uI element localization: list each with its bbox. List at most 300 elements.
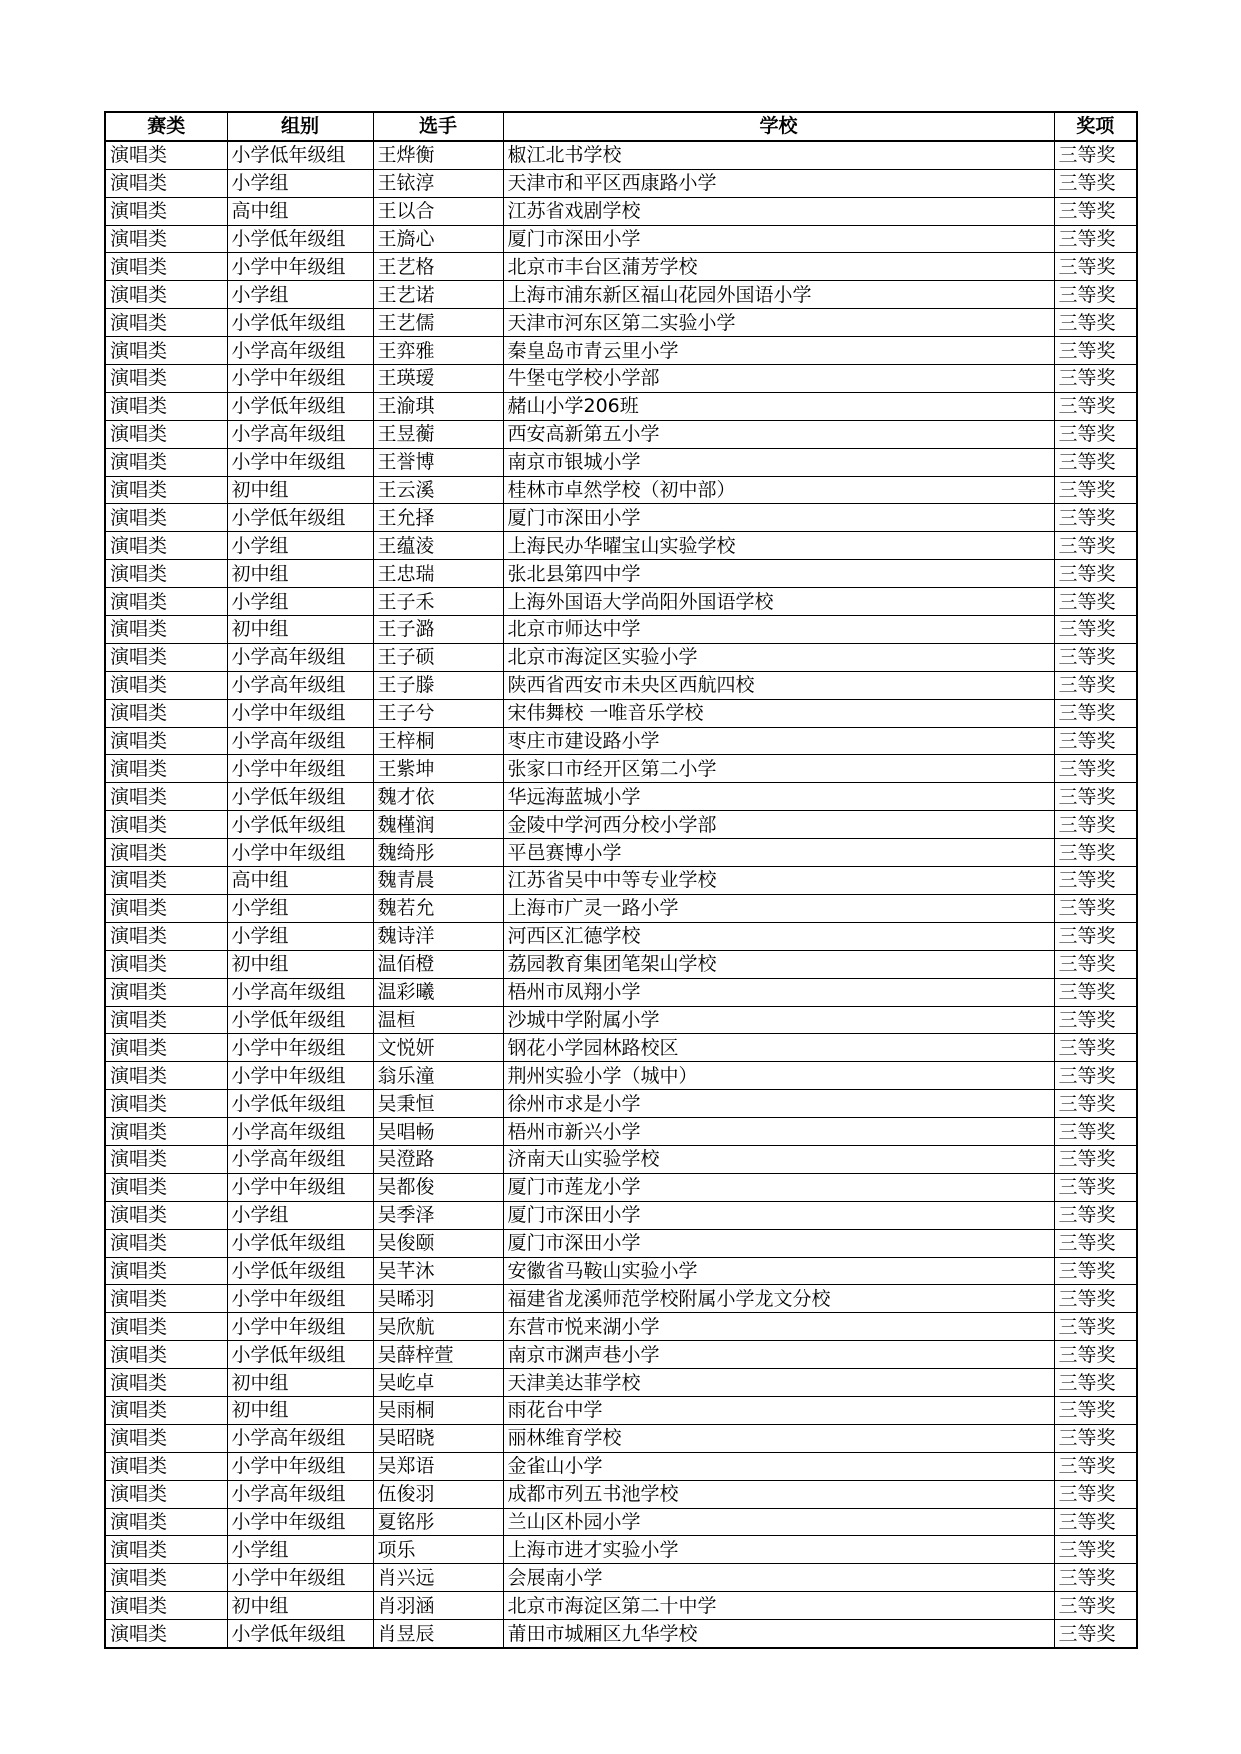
cell-category: 演唱类: [105, 1090, 227, 1118]
cell-school: 梧州市新兴小学: [503, 1118, 1054, 1146]
cell-contestant: 王子潞: [373, 616, 503, 644]
cell-group: 小学组: [227, 894, 373, 922]
cell-award: 三等奖: [1054, 1118, 1137, 1146]
table-row: [105, 504, 1137, 532]
table-row: [105, 783, 1137, 811]
cell-award: 三等奖: [1054, 811, 1137, 839]
cell-category: 演唱类: [105, 1592, 227, 1620]
cell-group: 小学高年级组: [227, 1480, 373, 1508]
cell-school: 江苏省吴中中等专业学校: [503, 867, 1054, 895]
cell-group: 初中组: [227, 1592, 373, 1620]
cell-school: 北京市师达中学: [503, 616, 1054, 644]
cell-contestant: 吴澄路: [373, 1145, 503, 1173]
cell-school: 枣庄市建设路小学: [503, 727, 1054, 755]
cell-school: 济南天山实验学校: [503, 1145, 1054, 1173]
cell-school: 天津美达菲学校: [503, 1369, 1054, 1397]
cell-category: 演唱类: [105, 894, 227, 922]
cell-contestant: 温桓: [373, 1006, 503, 1034]
cell-group: 小学组: [227, 1201, 373, 1229]
cell-category: 演唱类: [105, 281, 227, 309]
table-row: [105, 1313, 1137, 1341]
cell-school: 沙城中学附属小学: [503, 1006, 1054, 1034]
cell-category: 演唱类: [105, 867, 227, 895]
table-row: [105, 1620, 1137, 1648]
cell-contestant: 王誉博: [373, 448, 503, 476]
cell-category: 演唱类: [105, 1536, 227, 1564]
table-row: [105, 169, 1137, 197]
cell-school: 厦门市深田小学: [503, 1201, 1054, 1229]
cell-contestant: 王烨衡: [373, 141, 503, 169]
cell-contestant: 魏槿润: [373, 811, 503, 839]
cell-category: 演唱类: [105, 253, 227, 281]
table-row: [105, 978, 1137, 1006]
cell-award: 三等奖: [1054, 1090, 1137, 1118]
cell-award: 三等奖: [1054, 253, 1137, 281]
cell-category: 演唱类: [105, 1229, 227, 1257]
cell-award: 三等奖: [1054, 1313, 1137, 1341]
cell-contestant: 魏诗洋: [373, 922, 503, 950]
cell-category: 演唱类: [105, 420, 227, 448]
header-award: 奖项: [1054, 112, 1137, 141]
cell-contestant: 王子兮: [373, 699, 503, 727]
cell-contestant: 王子滕: [373, 671, 503, 699]
cell-group: 小学高年级组: [227, 420, 373, 448]
cell-contestant: 魏绮彤: [373, 839, 503, 867]
cell-contestant: 吴雨桐: [373, 1396, 503, 1424]
cell-group: 小学中年级组: [227, 448, 373, 476]
cell-award: 三等奖: [1054, 1620, 1137, 1648]
cell-category: 演唱类: [105, 727, 227, 755]
cell-award: 三等奖: [1054, 1452, 1137, 1480]
cell-contestant: 吴季泽: [373, 1201, 503, 1229]
cell-contestant: 王以合: [373, 197, 503, 225]
cell-group: 小学高年级组: [227, 671, 373, 699]
cell-award: 三等奖: [1054, 1173, 1137, 1201]
cell-school: 上海民办华曜宝山实验学校: [503, 532, 1054, 560]
cell-award: 三等奖: [1054, 560, 1137, 588]
cell-award: 三等奖: [1054, 783, 1137, 811]
cell-award: 三等奖: [1054, 978, 1137, 1006]
cell-award: 三等奖: [1054, 1229, 1137, 1257]
cell-award: 三等奖: [1054, 504, 1137, 532]
cell-school: 赭山小学206班: [503, 392, 1054, 420]
table-row: [105, 922, 1137, 950]
cell-contestant: 文悦妍: [373, 1034, 503, 1062]
cell-group: 小学中年级组: [227, 1564, 373, 1592]
cell-school: 张家口市经开区第二小学: [503, 755, 1054, 783]
cell-category: 演唱类: [105, 950, 227, 978]
cell-award: 三等奖: [1054, 1341, 1137, 1369]
table-row: [105, 643, 1137, 671]
table-row: [105, 1564, 1137, 1592]
cell-award: 三等奖: [1054, 1257, 1137, 1285]
cell-contestant: 肖羽涵: [373, 1592, 503, 1620]
cell-school: 厦门市深田小学: [503, 225, 1054, 253]
table-row: [105, 1118, 1137, 1146]
cell-school: 丽林维育学校: [503, 1424, 1054, 1452]
cell-contestant: 吴欣航: [373, 1313, 503, 1341]
cell-award: 三等奖: [1054, 1424, 1137, 1452]
cell-award: 三等奖: [1054, 337, 1137, 365]
cell-award: 三等奖: [1054, 588, 1137, 616]
cell-category: 演唱类: [105, 783, 227, 811]
cell-group: 小学低年级组: [227, 309, 373, 337]
table-row: [105, 1480, 1137, 1508]
table-row: [105, 253, 1137, 281]
cell-category: 演唱类: [105, 365, 227, 393]
cell-group: 小学高年级组: [227, 978, 373, 1006]
cell-award: 三等奖: [1054, 476, 1137, 504]
cell-school: 兰山区朴园小学: [503, 1508, 1054, 1536]
cell-group: 初中组: [227, 1396, 373, 1424]
cell-award: 三等奖: [1054, 225, 1137, 253]
cell-group: 小学中年级组: [227, 1034, 373, 1062]
cell-award: 三等奖: [1054, 532, 1137, 560]
table-row: [105, 1145, 1137, 1173]
cell-group: 小学低年级组: [227, 811, 373, 839]
cell-contestant: 夏铭彤: [373, 1508, 503, 1536]
cell-group: 小学组: [227, 922, 373, 950]
cell-category: 演唱类: [105, 448, 227, 476]
cell-group: 小学中年级组: [227, 699, 373, 727]
cell-award: 三等奖: [1054, 1145, 1137, 1173]
cell-contestant: 王忠瑞: [373, 560, 503, 588]
cell-school: 天津市河东区第二实验小学: [503, 309, 1054, 337]
cell-award: 三等奖: [1054, 1369, 1137, 1397]
cell-group: 小学高年级组: [227, 727, 373, 755]
cell-contestant: 魏才依: [373, 783, 503, 811]
cell-school: 陕西省西安市未央区西航四校: [503, 671, 1054, 699]
cell-category: 演唱类: [105, 1508, 227, 1536]
table-row: [105, 309, 1137, 337]
table-row: [105, 392, 1137, 420]
cell-category: 演唱类: [105, 1424, 227, 1452]
cell-school: 江苏省戏剧学校: [503, 197, 1054, 225]
cell-group: 小学中年级组: [227, 365, 373, 393]
cell-contestant: 魏青晨: [373, 867, 503, 895]
cell-group: 小学低年级组: [227, 1257, 373, 1285]
award-table: [104, 111, 1138, 1649]
table-row: [105, 141, 1137, 169]
cell-group: 初中组: [227, 1369, 373, 1397]
cell-category: 演唱类: [105, 1396, 227, 1424]
cell-contestant: 吴都俊: [373, 1173, 503, 1201]
cell-group: 初中组: [227, 476, 373, 504]
header-category: 赛类: [105, 112, 227, 141]
table-row: [105, 839, 1137, 867]
cell-category: 演唱类: [105, 141, 227, 169]
cell-category: 演唱类: [105, 811, 227, 839]
cell-contestant: 王艺儒: [373, 309, 503, 337]
cell-group: 小学中年级组: [227, 1173, 373, 1201]
cell-school: 天津市和平区西康路小学: [503, 169, 1054, 197]
cell-school: 宋伟舞校 一唯音乐学校: [503, 699, 1054, 727]
cell-group: 小学高年级组: [227, 1118, 373, 1146]
cell-category: 演唱类: [105, 560, 227, 588]
cell-award: 三等奖: [1054, 894, 1137, 922]
cell-school: 河西区汇德学校: [503, 922, 1054, 950]
cell-award: 三等奖: [1054, 922, 1137, 950]
cell-contestant: 王弈雅: [373, 337, 503, 365]
table-row: [105, 365, 1137, 393]
cell-category: 演唱类: [105, 1452, 227, 1480]
cell-contestant: 吴薛梓萱: [373, 1341, 503, 1369]
cell-award: 三等奖: [1054, 643, 1137, 671]
cell-category: 演唱类: [105, 1285, 227, 1313]
cell-award: 三等奖: [1054, 616, 1137, 644]
cell-school: 福建省龙溪师范学校附属小学龙文分校: [503, 1285, 1054, 1313]
cell-group: 小学低年级组: [227, 783, 373, 811]
table-row: [105, 616, 1137, 644]
cell-group: 小学中年级组: [227, 839, 373, 867]
cell-school: 安徽省马鞍山实验小学: [503, 1257, 1054, 1285]
cell-award: 三等奖: [1054, 867, 1137, 895]
table-row: [105, 867, 1137, 895]
cell-category: 演唱类: [105, 1062, 227, 1090]
cell-award: 三等奖: [1054, 281, 1137, 309]
table-row: [105, 420, 1137, 448]
cell-school: 北京市丰台区蒲芳学校: [503, 253, 1054, 281]
cell-school: 东营市悦来湖小学: [503, 1313, 1054, 1341]
cell-school: 厦门市深田小学: [503, 1229, 1054, 1257]
cell-group: 初中组: [227, 950, 373, 978]
cell-school: 成都市列五书池学校: [503, 1480, 1054, 1508]
cell-group: 小学高年级组: [227, 1145, 373, 1173]
cell-group: 小学低年级组: [227, 141, 373, 169]
cell-award: 三等奖: [1054, 1006, 1137, 1034]
table-row: [105, 1090, 1137, 1118]
cell-school: 北京市海淀区第二十中学: [503, 1592, 1054, 1620]
cell-group: 初中组: [227, 560, 373, 588]
cell-group: 小学低年级组: [227, 1341, 373, 1369]
table-row: [105, 1062, 1137, 1090]
cell-award: 三等奖: [1054, 392, 1137, 420]
cell-category: 演唱类: [105, 1201, 227, 1229]
header-row: [105, 112, 1137, 141]
cell-contestant: 温彩曦: [373, 978, 503, 1006]
cell-category: 演唱类: [105, 225, 227, 253]
cell-category: 演唱类: [105, 1369, 227, 1397]
cell-group: 小学中年级组: [227, 755, 373, 783]
cell-contestant: 吴昭晓: [373, 1424, 503, 1452]
table-row: [105, 1536, 1137, 1564]
cell-group: 小学低年级组: [227, 392, 373, 420]
table-row: [105, 1006, 1137, 1034]
cell-category: 演唱类: [105, 978, 227, 1006]
table-row: [105, 476, 1137, 504]
table-row: [105, 1201, 1137, 1229]
cell-school: 上海外国语大学尚阳外国语学校: [503, 588, 1054, 616]
cell-contestant: 王梓桐: [373, 727, 503, 755]
cell-category: 演唱类: [105, 1620, 227, 1648]
cell-award: 三等奖: [1054, 197, 1137, 225]
cell-school: 华远海蓝城小学: [503, 783, 1054, 811]
cell-school: 梧州市凤翔小学: [503, 978, 1054, 1006]
cell-group: 小学中年级组: [227, 1313, 373, 1341]
cell-group: 小学低年级组: [227, 1006, 373, 1034]
table-row: [105, 894, 1137, 922]
table-row: [105, 1452, 1137, 1480]
table-row: [105, 1396, 1137, 1424]
cell-school: 荔园教育集团笔架山学校: [503, 950, 1054, 978]
table-row: [105, 671, 1137, 699]
cell-category: 演唱类: [105, 1006, 227, 1034]
cell-category: 演唱类: [105, 532, 227, 560]
cell-category: 演唱类: [105, 1480, 227, 1508]
cell-award: 三等奖: [1054, 1201, 1137, 1229]
cell-group: 小学中年级组: [227, 1062, 373, 1090]
cell-award: 三等奖: [1054, 1480, 1137, 1508]
cell-category: 演唱类: [105, 588, 227, 616]
table-row: [105, 1034, 1137, 1062]
cell-category: 演唱类: [105, 1341, 227, 1369]
cell-contestant: 吴芊沐: [373, 1257, 503, 1285]
cell-group: 小学低年级组: [227, 504, 373, 532]
table-row: [105, 532, 1137, 560]
cell-award: 三等奖: [1054, 1062, 1137, 1090]
cell-contestant: 吴秉恒: [373, 1090, 503, 1118]
cell-group: 小学低年级组: [227, 1229, 373, 1257]
table-row: [105, 337, 1137, 365]
cell-contestant: 王允择: [373, 504, 503, 532]
cell-group: 小学中年级组: [227, 1508, 373, 1536]
cell-group: 高中组: [227, 867, 373, 895]
cell-award: 三等奖: [1054, 950, 1137, 978]
cell-category: 演唱类: [105, 755, 227, 783]
cell-contestant: 吴晞羽: [373, 1285, 503, 1313]
cell-category: 演唱类: [105, 476, 227, 504]
cell-group: 小学组: [227, 169, 373, 197]
cell-school: 秦皇岛市青云里小学: [503, 337, 1054, 365]
cell-award: 三等奖: [1054, 1564, 1137, 1592]
cell-school: 张北县第四中学: [503, 560, 1054, 588]
cell-category: 演唱类: [105, 309, 227, 337]
cell-school: 牛堡屯学校小学部: [503, 365, 1054, 393]
table-row: [105, 1508, 1137, 1536]
cell-contestant: 王云溪: [373, 476, 503, 504]
cell-contestant: 王子硕: [373, 643, 503, 671]
table-row: [105, 588, 1137, 616]
cell-school: 金陵中学河西分校小学部: [503, 811, 1054, 839]
table-row: [105, 1285, 1137, 1313]
cell-school: 雨花台中学: [503, 1396, 1054, 1424]
cell-award: 三等奖: [1054, 420, 1137, 448]
cell-school: 北京市海淀区实验小学: [503, 643, 1054, 671]
cell-contestant: 吴俊颐: [373, 1229, 503, 1257]
cell-category: 演唱类: [105, 197, 227, 225]
cell-contestant: 翁乐潼: [373, 1062, 503, 1090]
cell-school: 上海市广灵一路小学: [503, 894, 1054, 922]
cell-contestant: 王渝琪: [373, 392, 503, 420]
cell-school: 厦门市深田小学: [503, 504, 1054, 532]
table-row: [105, 1229, 1137, 1257]
table-row: [105, 1173, 1137, 1201]
cell-school: 西安高新第五小学: [503, 420, 1054, 448]
cell-school: 上海市浦东新区福山花园外国语小学: [503, 281, 1054, 309]
cell-category: 演唱类: [105, 839, 227, 867]
cell-school: 南京市银城小学: [503, 448, 1054, 476]
cell-group: 小学组: [227, 588, 373, 616]
table-row: [105, 225, 1137, 253]
cell-group: 小学高年级组: [227, 1424, 373, 1452]
cell-contestant: 王旖心: [373, 225, 503, 253]
cell-award: 三等奖: [1054, 1592, 1137, 1620]
cell-award: 三等奖: [1054, 1508, 1137, 1536]
cell-category: 演唱类: [105, 504, 227, 532]
table-row: [105, 950, 1137, 978]
cell-contestant: 伍俊羽: [373, 1480, 503, 1508]
table-row: [105, 560, 1137, 588]
cell-contestant: 肖昱辰: [373, 1620, 503, 1648]
cell-contestant: 项乐: [373, 1536, 503, 1564]
cell-school: 桂林市卓然学校（初中部）: [503, 476, 1054, 504]
cell-school: 平邑赛博小学: [503, 839, 1054, 867]
cell-group: 小学高年级组: [227, 643, 373, 671]
cell-group: 小学中年级组: [227, 253, 373, 281]
cell-award: 三等奖: [1054, 169, 1137, 197]
cell-group: 高中组: [227, 197, 373, 225]
cell-group: 小学中年级组: [227, 1452, 373, 1480]
cell-group: 小学低年级组: [227, 1620, 373, 1648]
cell-contestant: 王艺格: [373, 253, 503, 281]
table-row: [105, 811, 1137, 839]
header-group: 组别: [227, 112, 373, 141]
cell-contestant: 魏若允: [373, 894, 503, 922]
cell-group: 小学低年级组: [227, 225, 373, 253]
cell-school: 荆州实验小学（城中）: [503, 1062, 1054, 1090]
cell-school: 莆田市城厢区九华学校: [503, 1620, 1054, 1648]
header-school: 学校: [503, 112, 1054, 141]
cell-school: 钢花小学园林路校区: [503, 1034, 1054, 1062]
table-row: [105, 197, 1137, 225]
cell-category: 演唱类: [105, 1313, 227, 1341]
table-row: [105, 727, 1137, 755]
cell-group: 初中组: [227, 616, 373, 644]
cell-category: 演唱类: [105, 699, 227, 727]
table-row: [105, 699, 1137, 727]
cell-contestant: 吴郑语: [373, 1452, 503, 1480]
cell-award: 三等奖: [1054, 755, 1137, 783]
cell-category: 演唱类: [105, 1564, 227, 1592]
cell-group: 小学高年级组: [227, 337, 373, 365]
cell-school: 会展南小学: [503, 1564, 1054, 1592]
cell-group: 小学组: [227, 532, 373, 560]
cell-category: 演唱类: [105, 643, 227, 671]
cell-category: 演唱类: [105, 671, 227, 699]
cell-category: 演唱类: [105, 392, 227, 420]
cell-school: 南京市渊声巷小学: [503, 1341, 1054, 1369]
cell-category: 演唱类: [105, 922, 227, 950]
cell-school: 徐州市求是小学: [503, 1090, 1054, 1118]
cell-award: 三等奖: [1054, 671, 1137, 699]
cell-contestant: 王艺诺: [373, 281, 503, 309]
cell-category: 演唱类: [105, 616, 227, 644]
table-row: [105, 281, 1137, 309]
table-row: [105, 1592, 1137, 1620]
table-row: [105, 1257, 1137, 1285]
cell-award: 三等奖: [1054, 365, 1137, 393]
cell-contestant: 吴屹卓: [373, 1369, 503, 1397]
table-row: [105, 1424, 1137, 1452]
cell-category: 演唱类: [105, 1034, 227, 1062]
cell-contestant: 王紫坤: [373, 755, 503, 783]
cell-award: 三等奖: [1054, 727, 1137, 755]
cell-award: 三等奖: [1054, 141, 1137, 169]
cell-school: 椒江北书学校: [503, 141, 1054, 169]
cell-school: 厦门市莲龙小学: [503, 1173, 1054, 1201]
cell-category: 演唱类: [105, 169, 227, 197]
header-contestant: 选手: [373, 112, 503, 141]
